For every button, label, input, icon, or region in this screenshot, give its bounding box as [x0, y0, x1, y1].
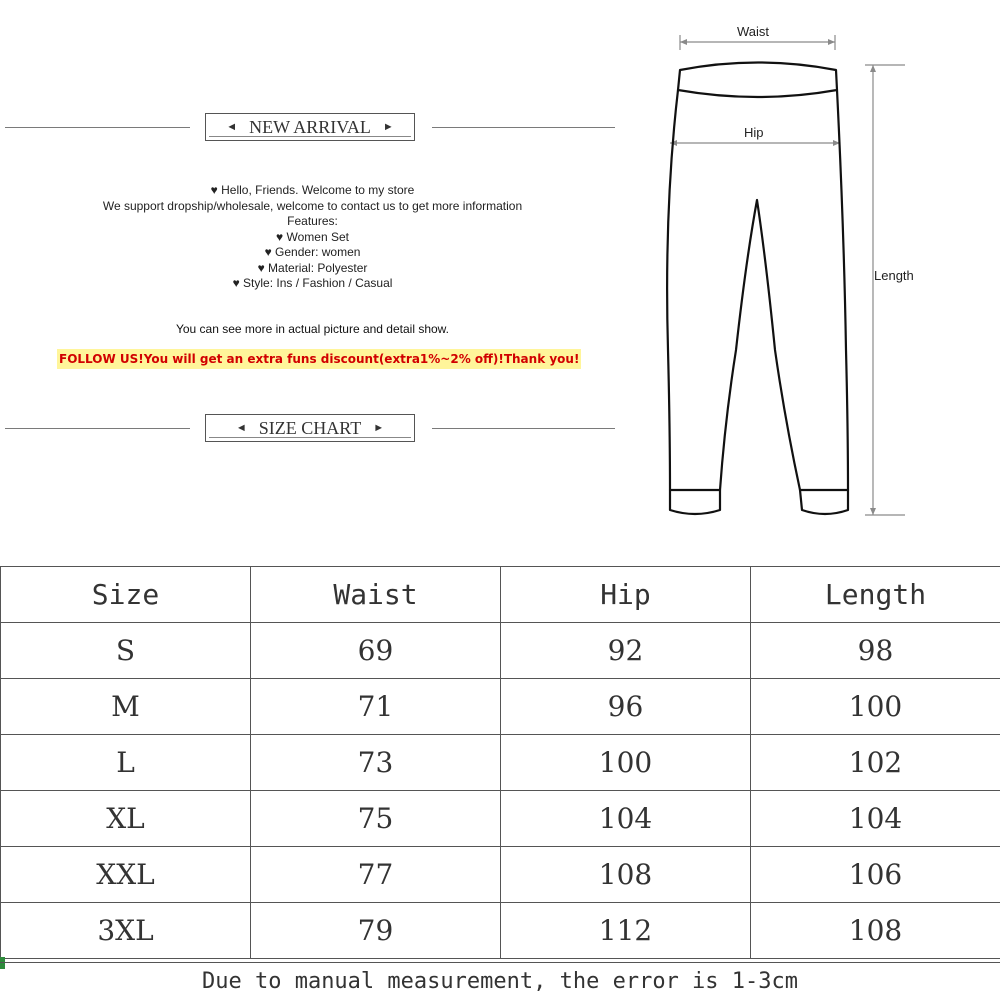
divider-line-right — [432, 127, 615, 128]
table-header-row — [1, 567, 1000, 623]
table-row — [1, 847, 1000, 903]
hip-cell: 96 — [501, 679, 751, 735]
header-hip: Hip — [501, 567, 751, 623]
length-cell: 98 — [751, 623, 1000, 679]
intro-line: Features: — [287, 214, 338, 228]
hip-cell: 104 — [501, 791, 751, 847]
length-cell: 108 — [751, 903, 1000, 959]
arrow-left-icon: ◄ — [235, 422, 247, 434]
header-length: Length — [751, 567, 1000, 623]
waist-cell: 77 — [251, 847, 501, 903]
table-row — [1, 903, 1000, 959]
size-cell: 3XL — [1, 903, 251, 959]
intro-line: ♥ Women Set — [276, 229, 349, 244]
right-cuff — [800, 490, 848, 514]
table-row — [1, 679, 1000, 735]
arrow-right-icon: ► — [382, 121, 394, 133]
waist-cell: 71 — [251, 679, 501, 735]
waist-cell: 79 — [251, 903, 501, 959]
new-arrival-banner — [205, 113, 415, 141]
pants-diagram — [640, 10, 930, 530]
size-cell: S — [1, 623, 251, 679]
table-row — [1, 735, 1000, 791]
intro-line: ♥ Gender: women — [264, 245, 361, 259]
measurement-disclaimer: Due to manual measurement, the error is 1-3cm — [0, 962, 1000, 1000]
intro-line: ♥ Style: Ins / Fashion / Casual — [232, 276, 393, 290]
length-label: Length — [874, 268, 914, 283]
hip-cell: 112 — [501, 903, 751, 959]
divider-line-left — [5, 428, 190, 429]
arrow-left-icon: ◄ — [226, 121, 238, 133]
size-cell: L — [1, 735, 251, 791]
waist-label: Waist — [737, 24, 770, 39]
waistband-outline — [678, 63, 837, 98]
divider-line-left — [5, 127, 190, 128]
intro-line: ♥ Material: Polyester — [257, 260, 368, 275]
intro-line: We support dropship/wholesale, welcome to contact us to get more information — [102, 198, 523, 213]
table-row — [1, 623, 1000, 679]
size-chart-banner — [205, 414, 415, 442]
size-cell: XL — [1, 791, 251, 847]
length-cell: 100 — [751, 679, 1000, 735]
header-waist: Waist — [251, 567, 501, 623]
arrow-right-icon: ► — [373, 422, 385, 434]
hip-cell: 108 — [501, 847, 751, 903]
waist-cell: 75 — [251, 791, 501, 847]
hip-cell: 92 — [501, 623, 751, 679]
hip-label: Hip — [744, 125, 764, 140]
pants-outline — [667, 90, 848, 490]
follow-us-notice: FOLLOW US!You will get an extra funs discount(extra1%~2% off)!Thank you! — [57, 349, 581, 369]
header-size: Size — [1, 567, 251, 623]
hip-cell: 100 — [501, 735, 751, 791]
length-cell: 106 — [751, 847, 1000, 903]
table-row — [1, 791, 1000, 847]
detail-note: You can see more in actual picture and detail show. — [175, 322, 450, 336]
waist-cell: 69 — [251, 623, 501, 679]
size-cell: XXL — [1, 847, 251, 903]
size-chart-title: SIZE CHART — [258, 417, 362, 438]
intro-line: ♥ Hello, Friends. Welcome to my store — [210, 183, 415, 197]
size-table — [0, 566, 1000, 959]
store-description — [50, 183, 575, 292]
divider-line-right — [432, 428, 615, 429]
length-cell: 104 — [751, 791, 1000, 847]
length-cell: 102 — [751, 735, 1000, 791]
left-cuff — [670, 490, 720, 514]
new-arrival-title: NEW ARRIVAL — [249, 116, 371, 137]
waist-cell: 73 — [251, 735, 501, 791]
size-cell: M — [1, 679, 251, 735]
